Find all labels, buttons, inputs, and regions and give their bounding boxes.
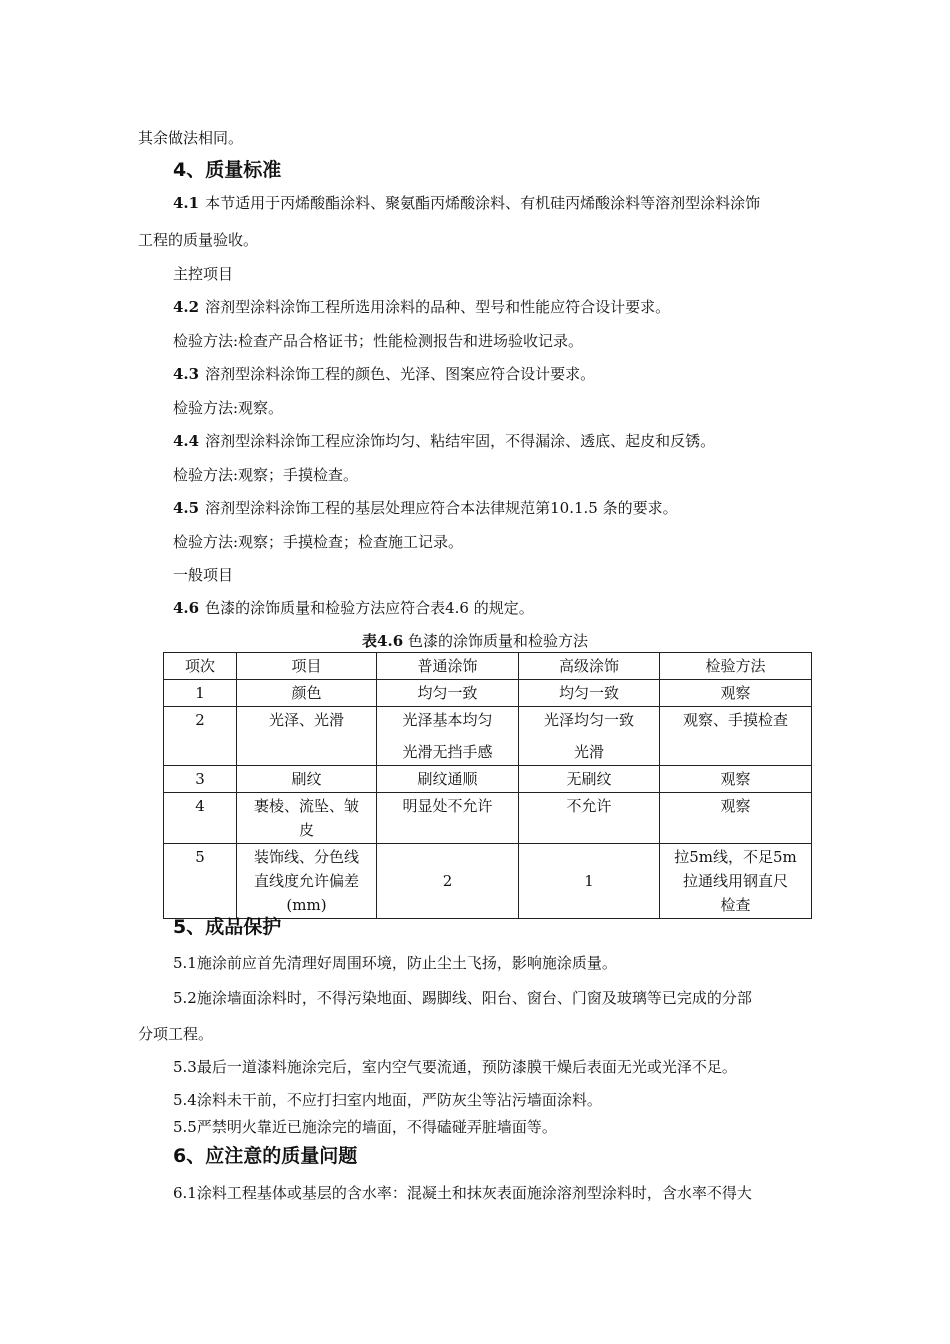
cell-line: 光滑: [573, 743, 604, 761]
p52-line1: 5.2施涂墙面涂料时，不得污染地面、踢脚线、阳台、窗台、门窗及玻璃等已完成的分部: [173, 989, 752, 1007]
table-cell-no: 2: [164, 707, 237, 766]
table-cell-item: [237, 707, 377, 766]
p42-number: 4.2: [173, 298, 200, 316]
cell-line: 无刷纹: [566, 770, 612, 788]
table-cell-method: [660, 844, 812, 919]
table-cell-advanced: [519, 844, 660, 919]
table-cell-advanced: [519, 766, 660, 793]
cell-line: 皮: [298, 821, 314, 839]
table-cell-normal: [377, 844, 519, 919]
table-cell-item: [237, 680, 377, 707]
table-row: [164, 793, 812, 844]
cell-line: 观察: [720, 797, 751, 815]
cell-line: 1: [584, 872, 594, 890]
cell-line: 刷纹: [291, 770, 322, 788]
p46-number: 4.6: [173, 599, 200, 617]
table-cell-no: 3: [164, 766, 237, 793]
cell-line: 装饰线、分色线: [253, 848, 359, 866]
p44: [173, 431, 715, 451]
cell-line: 刷纹通顺: [417, 770, 478, 788]
header-method: 检验方法: [660, 653, 812, 680]
cell-line: 光泽、光滑: [268, 711, 344, 729]
cell-line: 观察、手摸检查: [682, 711, 788, 729]
header-advanced: 高级涂饰: [519, 653, 660, 680]
table-cell-method: [660, 707, 812, 766]
p54: 5.4涂料未干前，不应打扫室内地面，严防灰尘等沾污墙面涂料。: [173, 1091, 602, 1109]
cell-line: 不允许: [566, 797, 612, 815]
cell-line: 光滑无挡手感: [402, 743, 493, 761]
table-cell-no: 4: [164, 793, 237, 844]
p51: 5.1施涂前应首先清理好周围环境，防止尘土飞扬，影响施涂质量。: [173, 954, 617, 972]
table-header-row: [164, 653, 812, 680]
table-row: [164, 680, 812, 707]
p46-text: 色漆的涂饰质量和检验方法应符合表4.6 的规定。: [205, 599, 534, 617]
cell-line: 2: [442, 872, 453, 890]
table-cell-method: [660, 793, 812, 844]
section6-heading: 6、应注意的质量问题: [173, 1145, 358, 1167]
cell-line: 颜色: [291, 684, 322, 702]
cell-line: 裹棱、流坠、皱: [253, 797, 359, 815]
table-caption-text: 色漆的涂饰质量和检验方法: [407, 632, 588, 650]
p53: 5.3最后一道漆料施涂完后，室内空气要流通，预防漆膜干燥后表面无光或光泽不足。: [173, 1058, 737, 1076]
p45-check: 检验方法:观察；手摸检查；检查施工记录。: [173, 533, 464, 551]
quality-table: [163, 652, 812, 919]
cell-line: 均匀一致: [417, 684, 478, 702]
p52-line2: 分项工程。: [138, 1025, 214, 1043]
header-no: 项次: [164, 653, 237, 680]
table-caption-number: 表4.6: [362, 632, 404, 650]
table-cell-advanced: [519, 680, 660, 707]
table-cell-advanced: [519, 793, 660, 844]
table-cell-no: 5: [164, 844, 237, 919]
section4-heading: 4、质量标准: [173, 159, 282, 181]
header-normal: 普通涂饰: [377, 653, 519, 680]
p46: [173, 598, 534, 618]
cell-line: 明显处不允许: [402, 797, 493, 815]
section5-heading: 5、成品保护: [173, 916, 282, 938]
header-item: 项目: [237, 653, 377, 680]
table-caption: [0, 631, 950, 651]
cell-line: 光泽基本均匀: [402, 711, 493, 729]
p42: [173, 297, 670, 317]
main-items-label: 主控项目: [173, 265, 234, 283]
table-cell-item: [237, 844, 377, 919]
p42-check: 检验方法:检查产品合格证书；性能检测报告和进场验收记录。: [173, 332, 584, 350]
intro-tail-text: 其余做法相同。: [138, 129, 244, 147]
table-row: [164, 766, 812, 793]
table-cell-item: [237, 793, 377, 844]
table-cell-normal: [377, 793, 519, 844]
table-body: [164, 680, 812, 919]
table-cell-normal: [377, 707, 519, 766]
cell-line: 拉5m线，不足5m: [674, 848, 797, 866]
cell-line: (mm): [286, 896, 327, 914]
p41-line1: [173, 193, 760, 213]
p61: 6.1涂料工程基体或基层的含水率：混凝土和抹灰表面施涂溶剂型涂料时，含水率不得大: [173, 1184, 752, 1202]
cell-line: 光泽均匀一致: [543, 711, 634, 729]
p45: [173, 498, 678, 518]
p43-text: 溶剂型涂料涂饰工程的颜色、光泽、图案应符合设计要求。: [205, 365, 596, 383]
table-cell-method: [660, 766, 812, 793]
p42-text: 溶剂型涂料涂饰工程所选用涂料的品种、型号和性能应符合设计要求。: [205, 298, 671, 316]
p45-text: 溶剂型涂料涂饰工程的基层处理应符合本法律规范第10.1.5 条的要求。: [205, 499, 678, 517]
cell-line: 观察: [720, 684, 751, 702]
p44-number: 4.4: [173, 432, 200, 450]
table-cell-normal: [377, 680, 519, 707]
p43-check: 检验方法:观察。: [173, 399, 284, 417]
cell-line: 直线度允许偏差: [253, 872, 359, 890]
general-items-label: 一般项目: [173, 566, 234, 584]
p43: [173, 364, 595, 384]
p41-text: 本节适用于丙烯酸酯涂料、聚氨酯丙烯酸涂料、有机硅丙烯酸涂料等溶剂型涂料涂饰: [205, 194, 761, 212]
table-cell-advanced: [519, 707, 660, 766]
p43-number: 4.3: [173, 365, 200, 383]
cell-line: 拉通线用钢直尺: [682, 872, 788, 890]
p44-text: 溶剂型涂料涂饰工程应涂饰均匀、粘结牢固，不得漏涂、透底、起皮和反锈。: [205, 432, 716, 450]
p41-number: 4.1: [173, 194, 200, 212]
cell-line: 观察: [720, 770, 751, 788]
table-cell-normal: [377, 766, 519, 793]
p44-check: 检验方法:观察；手摸检查。: [173, 466, 359, 484]
table-cell-item: [237, 766, 377, 793]
cell-line: 均匀一致: [558, 684, 619, 702]
table-cell-method: [660, 680, 812, 707]
p45-number: 4.5: [173, 499, 200, 517]
table-cell-no: 1: [164, 680, 237, 707]
p55: 5.5严禁明火靠近已施涂完的墙面，不得磕碰弄脏墙面等。: [173, 1118, 557, 1136]
cell-line: 检查: [720, 896, 751, 914]
table-row: [164, 707, 812, 766]
p41-line2: 工程的质量验收。: [138, 231, 259, 249]
table-row: [164, 844, 812, 919]
